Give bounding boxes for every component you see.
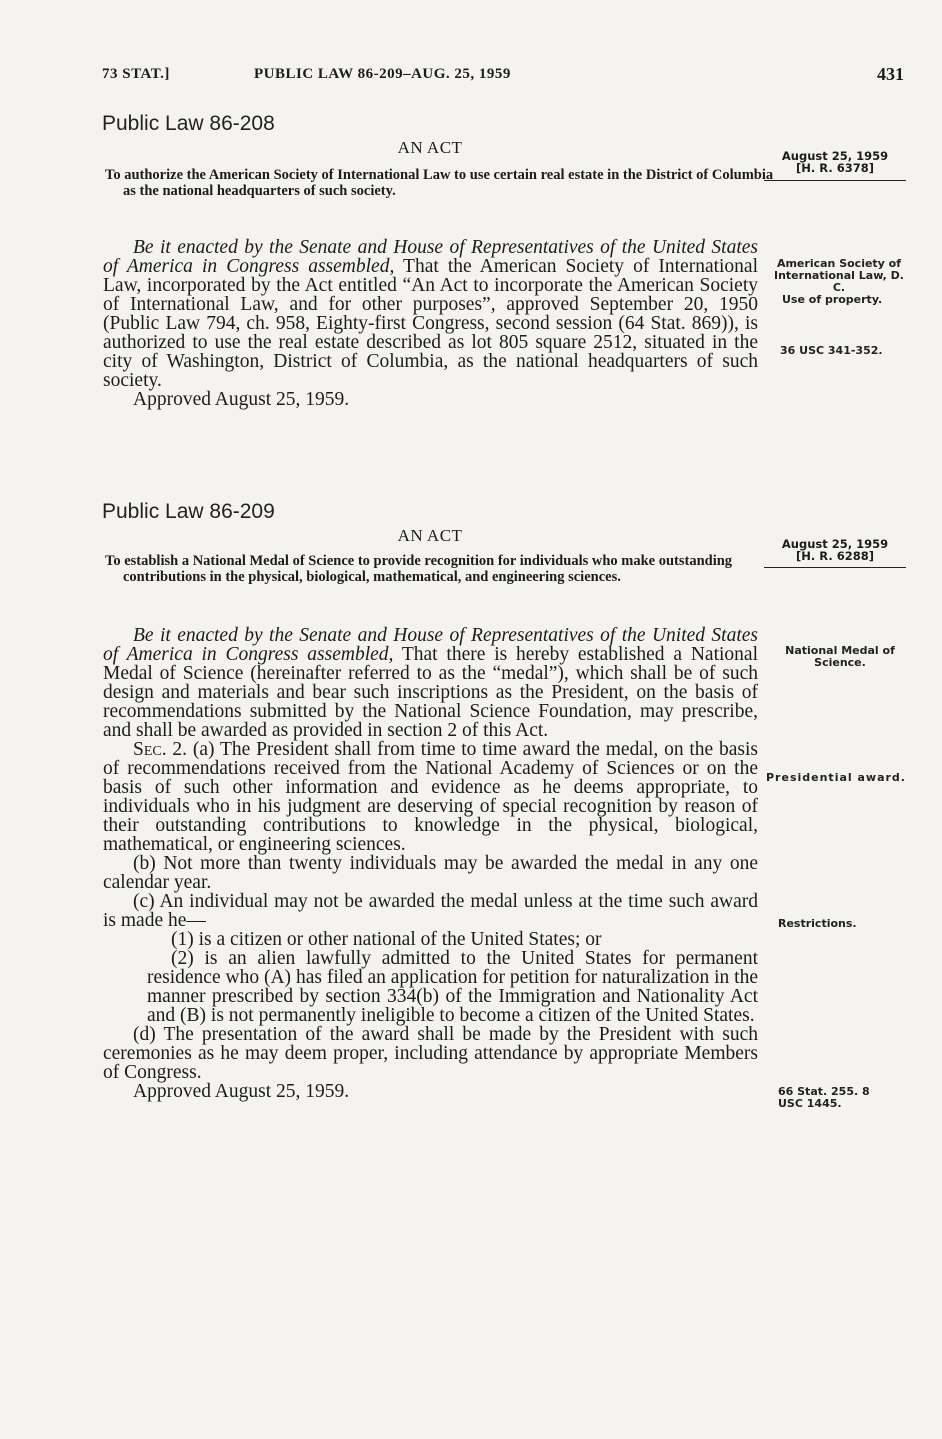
law1-body	[103, 238, 758, 409]
running-header	[102, 66, 904, 88]
law2-approved: Approved August 25, 1959.	[133, 1081, 350, 1102]
law1-paragraph	[103, 238, 758, 390]
law2-section-2c: (c) An individual may not be awarded the medal unless at the time such award is made he—	[103, 891, 758, 931]
law2-date-block	[764, 538, 906, 562]
law1-margin-note-use: Use of property.	[782, 293, 883, 306]
law1-margin-citation: 36 USC 341-352.	[780, 344, 883, 357]
law1-enacting-clause: Be it enacted by the Senate and House of Representatives of the United States of America in Congress assembled,	[103, 237, 758, 277]
law1-title: Public Law 86-208	[102, 112, 275, 135]
running-title: PUBLIC LAW 86-209–AUG. 25, 1959	[254, 66, 511, 82]
law1-date-block	[764, 150, 906, 174]
law2-item-2: (2) is an alien lawfully admitted to the United States for permanent residence who (A) has filed an application for petition for naturalization in the manner prescribed by section 334(b) of the Immigration and Nationality Act and (B) is not permanently ineligible to become a citizen of the United States.	[147, 948, 758, 1026]
law2-section-2a	[103, 740, 758, 854]
law2-purpose: To establish a National Medal of Science to provide recognition for individuals who make outstanding contributions in the physical, biological, mathematical, and engineering sciences.	[105, 553, 733, 585]
law2-sec2a-text: (a) The President shall from time to time award the medal, on the basis of recommendations received from the National Academy of Sciences or on the basis of such other information and evidence as he deems appropriate, to individuals who in his judgment are deserving of special recognition by reason of their outstanding contributions to knowledge in the physical, biological, mathematical, or engineering sciences.	[103, 739, 758, 855]
law2-margin-note-award: Presidential award.	[766, 771, 906, 784]
law1-date: August 25, 1959	[781, 149, 889, 163]
law2-paragraph-1	[103, 626, 758, 740]
law2-title: Public Law 86-209	[102, 500, 275, 523]
law1-body-text: That the American Society of International Law, incorporated by the Act entitled “An Act to incorporate the American Society of International Law, and for other purposes”, approved September 20, 1950 (Public Law 794, ch. 958, Eighty-first Congress, second session (64 Stat. 869)), is authorized to use the real estate described as lot 805 square 2512, situated in the city of Washington, District of Columbia, as the national headquarters of such society.	[103, 256, 759, 391]
law1-margin-note-society: American Society of International Law, D. C.	[774, 257, 904, 294]
law2-body	[103, 626, 758, 1101]
law1-date-rule	[764, 180, 906, 181]
law2-date-rule	[764, 567, 906, 568]
law2-enacting-clause: Be it enacted by the Senate and House of Representatives of the United States of America in Congress assembled,	[103, 625, 758, 665]
page-number: 431	[877, 64, 904, 84]
law1-approved: Approved August 25, 1959.	[133, 389, 350, 410]
law1-purpose: To authorize the American Society of International Law to use certain real estate in the District of Columbia as the national headquarters of such society.	[105, 167, 774, 199]
law2-section-2b: (b) Not more than twenty individuals may be awarded the medal in any one calendar year.	[103, 853, 758, 893]
law2-sec2-label: Sec. 2.	[133, 739, 188, 760]
law2-act-heading: AN ACT	[397, 526, 463, 545]
law2-section-2d: (d) The presentation of the award shall be made by the President with such ceremonies as he may deem proper, including attendance by appropriate Members of Congress.	[103, 1024, 758, 1083]
law2-margin-note-medal: National Medal of Science.	[785, 644, 895, 669]
law1-act-heading: AN ACT	[397, 138, 463, 157]
law2-date: August 25, 1959	[781, 537, 889, 551]
law2-body-text: That there is hereby established a National Medal of Science (hereinafter referred to as the “medal”), which shall be of such design and materials and bear such inscriptions as the President, on the basis of recommendations submitted by the National Science Foundation, may prescribe, and shall be awarded as provided in section 2 of this Act.	[103, 644, 758, 741]
law2-margin-citation: 66 Stat. 255. 8 USC 1445.	[778, 1085, 870, 1110]
law2-bill-number: [H. R. 6288]	[796, 549, 874, 563]
law2-item-1: (1) is a citizen or other national of the United States; or	[171, 929, 602, 950]
law2-margin-note-restrictions: Restrictions.	[778, 917, 857, 930]
law1-bill-number: [H. R. 6378]	[796, 161, 874, 175]
volume-label: 73 STAT.]	[102, 66, 170, 82]
